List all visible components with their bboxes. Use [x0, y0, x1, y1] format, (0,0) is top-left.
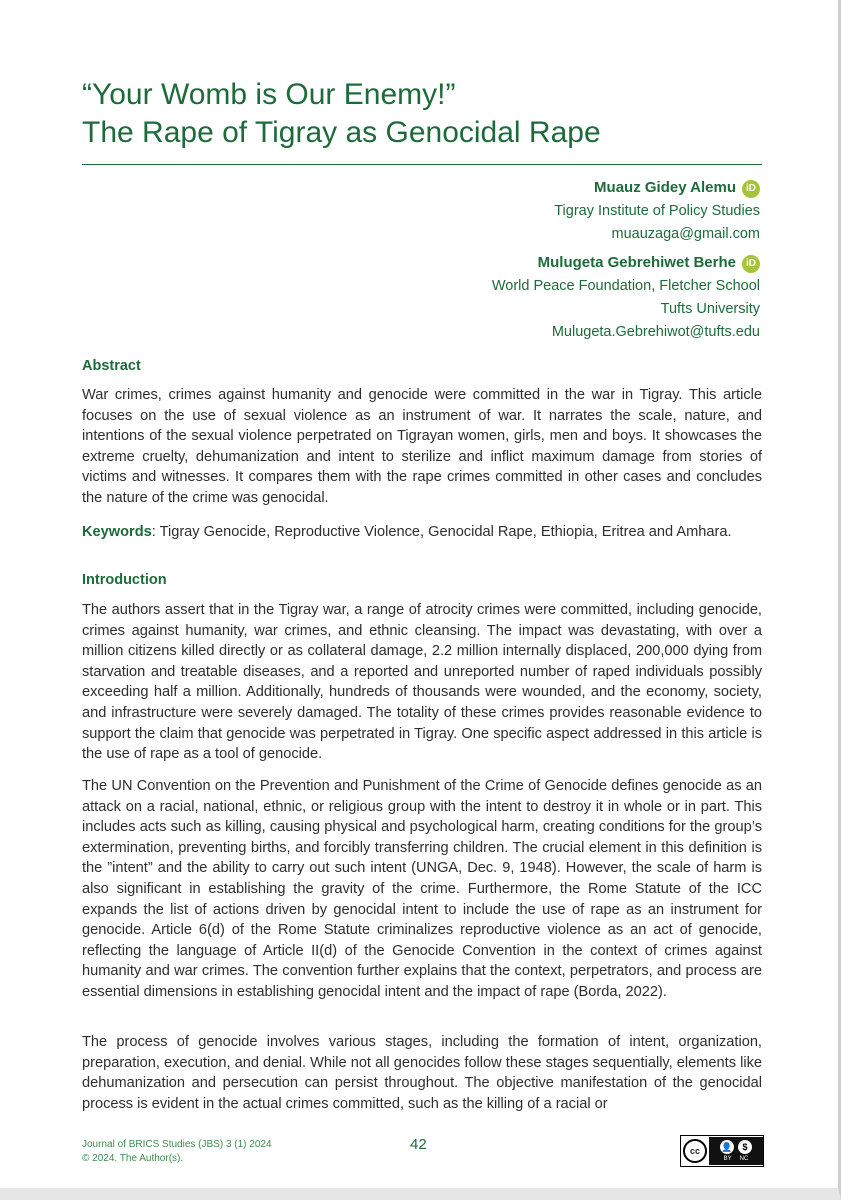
abstract-text: War crimes, crimes against humanity and genocide were committed in the war in Tigray. This article focuses on the use of sexual violence as an instrument of war. It narrates the scale, nature, and intentions of the sexual violence perpetrated on Tigrayan women, girls, men and boys. It showcases the extreme cruelty, dehumanization and intent to sterilize and inflict maximum damage from stories of victims and witnesses. It compares them with the rape crimes committed in other cases and concludes the nature of the crime was genocidal. [82, 387, 762, 506]
cc-by-label: BY [723, 1155, 732, 1162]
intro-paragraph-2: The UN Convention on the Prevention and Punishment of the Crime of Genocide defines genocide as an attack on a racial, national, ethnic, or religious group with the intent to destroy it in whole or in part. This includes acts such as killing, causing physical and psychological harm, creating conditions for the group’s extermination, preventing births, and forcibly transferring children. The crucial element in this definition is the ”intent” and the ability to carry out such intent (UNGA, Dec. 9, 1948). However, the scale of harm is also significant in establishing the gravity of the crime. Furthermore, the Rome Statute of the ICC expands the list of actions driven by genocidal intent to include the use of rape as an instrument for genocide. Article 6(d) of the Rome Statute criminalizes reproductive violence as an act of genocide, reflecting the language of Article II(d) of the Genocide Convention in the context of crimes against humanity and war crimes. The convention further explains that the context, perpetrators, and process are essential dimensions in establishing genocidal intent and the impact of rape (Borda, 2022). [82, 778, 762, 1000]
noncommercial-icon: $ [738, 1140, 752, 1154]
author-affiliation: Tigray Institute of Policy Studies [554, 203, 760, 219]
orcid-icon[interactable]: iD [742, 255, 760, 273]
intro-paragraph-3: The process of genocide involves various stages, including the formation of intent, organization, preparation, execution, and denial. While not all genocides follow these stages sequentially, elements like dehumanization and persecution can persist throughout. The objective manifestation of the genocidal process is evident in the actual crimes committed, such as the killing of a racial or [82, 1034, 762, 1112]
page-number: 42 [410, 1136, 427, 1153]
keywords-line [82, 522, 762, 543]
footer-citation [82, 1138, 272, 1166]
cc-nc-label: NC [739, 1155, 749, 1162]
author-name: Muauz Gidey Alemu [594, 179, 736, 196]
abstract-heading: Abstract [82, 358, 141, 374]
article-title-line-1: “Your Womb is Our Enemy!” [82, 78, 456, 111]
title-divider [82, 164, 762, 165]
keywords-label: Keywords [82, 524, 152, 540]
keywords-text: : Tigray Genocide, Reproductive Violence, Genocidal Rape, Ethiopia, Eritrea and Amhara. [151, 524, 732, 540]
author-block-2 [492, 251, 760, 344]
intro-paragraph-1: The authors assert that in the Tigray war, a range of atrocity crimes were committed, including genocide, crimes against humanity, war crimes, and ethnic cleansing. The impact was devastating, with over a million citizens killed directly or as collateral damage, 2.2 million internally displaced, 200,000 dying from starvation and treatable diseases, and a reported and unreported number of raped individuals possibly exceeding half a million. Additionally, hundreds of thousands were wounded, and the economy, society, and infrastructure were severely damaged. The totality of these crimes provides reasonable evidence to support the claim that genocide was perpetrated in Tigray. One specific aspect addressed in this article is the use of rape as a tool of genocide. [82, 602, 762, 763]
author-affiliation: Tufts University [660, 301, 760, 317]
author-email[interactable]: muauzaga@gmail.com [611, 226, 760, 242]
introduction-heading: Introduction [82, 572, 167, 588]
journal-reference: Journal of BRICS Studies (JBS) 3 (1) 2024 [82, 1139, 272, 1150]
article-title [82, 76, 782, 152]
orcid-icon[interactable]: iD [742, 180, 760, 198]
attribution-icon: 👤 [721, 1141, 733, 1152]
article-title-line-2: The Rape of Tigray as Genocidal Rape [82, 116, 601, 149]
author-block-1 [554, 176, 760, 246]
copyright-notice: © 2024. The Author(s). [82, 1153, 184, 1164]
author-affiliation: World Peace Foundation, Fletcher School [491, 278, 760, 294]
author-email[interactable]: Mulugeta.Gebrehiwot@tufts.edu [551, 324, 760, 340]
author-name: Mulugeta Gebrehiwet Berhe [537, 254, 736, 271]
creative-commons-icon: cc [683, 1139, 707, 1163]
cc-license-badge[interactable] [680, 1135, 764, 1167]
